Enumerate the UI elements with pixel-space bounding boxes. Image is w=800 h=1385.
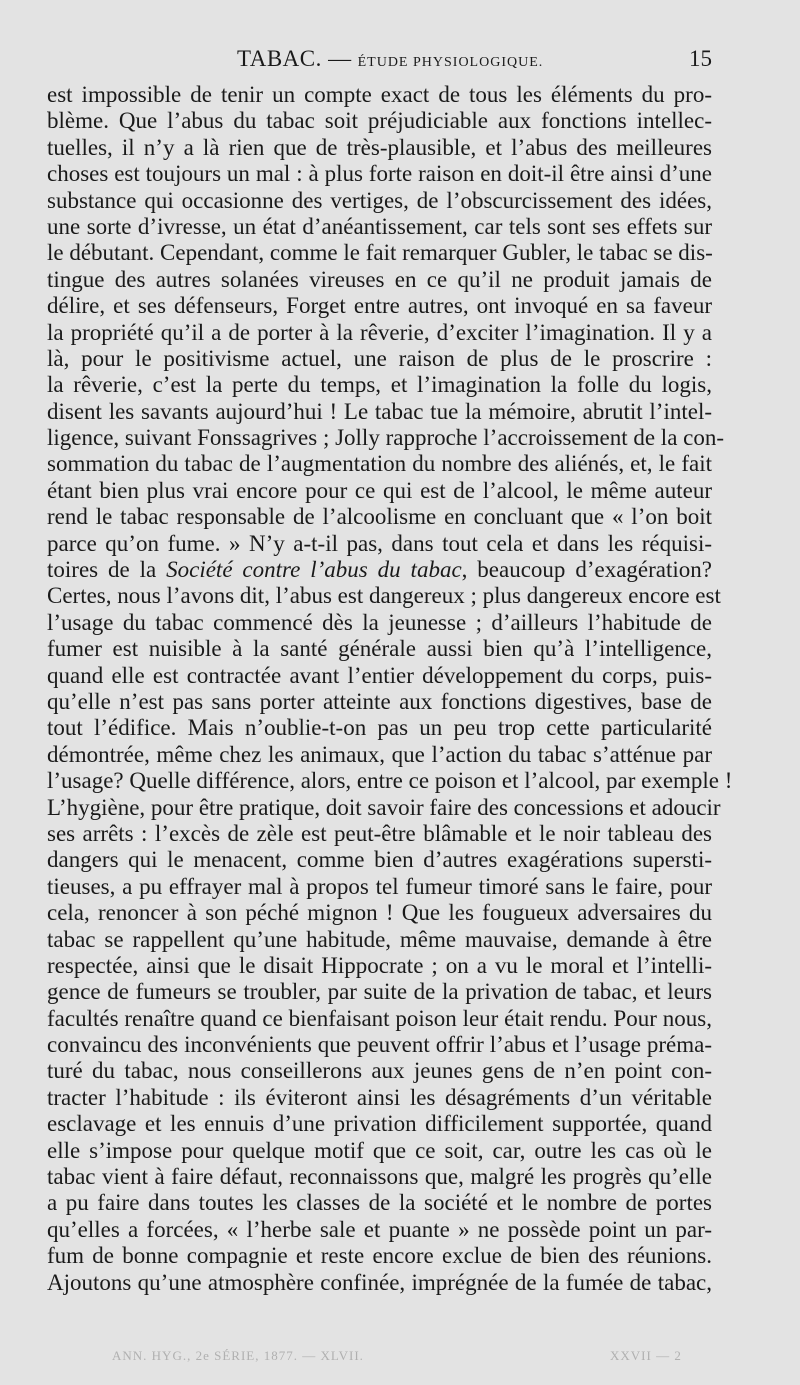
text-line xyxy=(47,161,712,187)
text-segment: ligence, suivant Fonssagrives ; Jolly rapproche l’accroissement de la con- xyxy=(47,425,725,451)
text-segment: tuelles, il n’y a là rien que de très-plausible, et l’abus des meilleures xyxy=(47,134,712,160)
text-segment: délire, et ses défenseurs, Forget entre autres, ont invoqué en sa faveur xyxy=(47,293,712,319)
text-line xyxy=(47,742,712,768)
text-line xyxy=(47,1058,712,1084)
text-segment: gence de fumeurs se troubler, par suite de la privation de tabac, et leurs xyxy=(47,979,712,1005)
text-segment: respectée, ainsi que le disait Hippocrate ; on a vu le moral et l’intelli- xyxy=(47,952,712,978)
text-segment: parce qu’on fume. » N’y a-t-il pas, dans tout cela et dans les réquisi- xyxy=(47,530,712,556)
text-line xyxy=(47,240,712,266)
text-segment: dangers qui le menacent, comme bien d’autres exagérations supersti- xyxy=(47,847,712,873)
text-segment: sommation du tabac de l’augmentation du nombre des aliénés, et, le fait xyxy=(47,451,712,477)
text-line xyxy=(47,927,712,953)
text-line xyxy=(47,1190,712,1216)
text-segment: toires de la xyxy=(47,557,167,583)
text-segment: qu’elle n’est pas sans porter atteinte aux fonctions digestives, base de xyxy=(47,688,712,714)
text-line xyxy=(47,1270,712,1296)
text-segment: tout l’édifice. Mais n’oublie-t-on pas un peu trop cette particularité xyxy=(47,715,712,741)
text-line xyxy=(47,399,712,425)
text-segment: a pu faire dans toutes les classes de la société et le nombre de portes xyxy=(47,1190,712,1216)
text-segment: tieuses, a pu effrayer mal à propos tel fumeur timoré sans le faire, pour xyxy=(47,873,712,899)
text-line xyxy=(47,715,712,741)
text-segment: blème. Que l’abus du tabac soit préjudiciable aux fonctions intellec- xyxy=(47,108,712,134)
page-footer xyxy=(0,1340,800,1370)
text-line xyxy=(47,108,712,134)
text-line xyxy=(47,135,712,161)
text-line xyxy=(47,372,712,398)
text-line xyxy=(47,451,712,477)
text-segment: l’usage? Quelle différence, alors, entre ce poison et l’alcool, par exemple ! xyxy=(47,768,733,794)
text-segment: cela, renoncer à son péché mignon ! Que les fougueux adversaires du xyxy=(47,900,712,926)
text-segment: convaincu des inconvénients que peuvent offrir l’abus et l’usage préma- xyxy=(47,1032,712,1058)
text-line xyxy=(47,188,712,214)
text-line xyxy=(47,794,721,821)
text-line xyxy=(47,1032,712,1058)
italic-title: Société contre l’abus du tabac xyxy=(166,557,462,583)
text-line xyxy=(47,583,721,609)
text-line xyxy=(47,267,712,293)
text-segment: là, pour le positivisme actuel, une raison de plus de le proscrire : xyxy=(47,345,712,371)
text-segment: rend le tabac responsable de l’alcoolisme en concluant que « l’on boit xyxy=(47,504,712,530)
text-segment: tabac vient à faire défaut, reconnaissons que, malgré les progrès qu’elle xyxy=(47,1164,712,1190)
running-title xyxy=(237,46,543,72)
text-segment: ses arrêts : l’excès de zèle est peut-être blâmable et le noir tableau des xyxy=(47,820,712,846)
text-line xyxy=(47,1085,712,1111)
text-line xyxy=(47,1006,712,1032)
text-segment: choses est toujours un mal : à plus forte raison en doit-il être ainsi d’une xyxy=(47,161,712,187)
text-segment: la rêverie, c’est la perte du temps, et l’imagination la folle du logis, xyxy=(47,372,712,398)
text-line xyxy=(47,1243,712,1269)
text-line xyxy=(47,1111,712,1137)
text-line xyxy=(47,953,712,979)
text-line xyxy=(47,1217,712,1243)
text-line xyxy=(47,847,712,873)
text-line xyxy=(47,636,712,662)
text-line xyxy=(47,214,712,240)
text-line xyxy=(47,979,712,1005)
text-segment: turé du tabac, nous conseillerons aux jeunes gens de n’en point con- xyxy=(47,1058,712,1084)
text-segment: étant bien plus vrai encore pour ce qui est de l’alcool, le même auteur xyxy=(47,477,712,503)
text-segment: l’usage du tabac commencé dès la jeunesse ; d’ailleurs l’habitude de xyxy=(47,609,712,635)
text-segment: Certes, nous l’avons dit, l’abus est dangereux ; plus dangereux encore est xyxy=(47,583,721,609)
text-segment: substance qui occasionne des vertiges, de l’obscurcissement des idées, xyxy=(47,187,712,213)
printer-signature-right: XXVII — 2 xyxy=(610,1348,682,1363)
text-segment: quand elle est contractée avant l’entier développement du corps, puis- xyxy=(47,662,712,688)
text-segment: facultés renaître quand ce bienfaisant poison leur était rendu. Pour nous, xyxy=(47,1005,712,1031)
text-segment: fum de bonne compagnie et reste encore exclue de bien des réunions. xyxy=(47,1243,712,1269)
text-line xyxy=(47,293,712,319)
text-segment: elle s’impose pour quelque motif que ce soit, car, outre les cas où le xyxy=(47,1137,712,1163)
text-segment: démontrée, même chez les animaux, que l’action du tabac s’atténue par xyxy=(47,741,712,767)
page-number: 15 xyxy=(689,46,712,71)
text-line xyxy=(47,874,712,900)
text-line xyxy=(47,346,712,372)
text-segment: tabac se rappellent qu’une habitude, même mauvaise, demande à être xyxy=(47,926,712,952)
text-segment: la propriété qu’il a de porter à la rêverie, d’exciter l’imagination. Il y a xyxy=(47,319,712,345)
text-segment: le débutant. Cependant, comme le fait remarquer Gubler, le tabac se dis- xyxy=(47,240,713,266)
printer-signature-left: ANN. HYG., 2e SÉRIE, 1877. — XLVII. xyxy=(112,1348,364,1363)
text-line xyxy=(47,320,712,346)
text-line xyxy=(47,900,712,926)
text-line xyxy=(47,1164,712,1190)
text-line xyxy=(47,821,712,847)
text-segment: est impossible de tenir un compte exact de tous les éléments du pro- xyxy=(47,82,712,107)
text-line xyxy=(47,504,712,530)
text-line xyxy=(47,689,712,715)
section-title: ÉTUDE PHYSIOLOGIQUE. xyxy=(357,55,544,70)
text-segment: Ajoutons qu’une atmosphère confinée, imprégnée de la fumée de tabac, xyxy=(47,1269,712,1295)
text-segment: tingue des autres solanées vireuses en ce qu’il ne produit jamais de xyxy=(47,266,712,292)
running-header xyxy=(47,42,712,72)
text-line xyxy=(47,531,712,557)
text-line xyxy=(47,478,712,504)
text-segment: une sorte d’ivresse, un état d’anéantissement, car tels sont ses effets sur xyxy=(47,213,712,239)
text-segment: tracter l’habitude : ils éviteront ainsi les désagréments d’un véritable xyxy=(47,1084,712,1110)
text-segment: qu’elles a forcées, « l’herbe sale et puante » ne possède point un par- xyxy=(47,1216,712,1242)
body-text xyxy=(47,82,733,1296)
text-segment: L’hygiène, pour être pratique, doit savoir faire des concessions et adoucir xyxy=(47,794,721,820)
running-title-main: TABAC. — xyxy=(237,46,352,71)
text-line xyxy=(47,82,712,108)
text-line xyxy=(47,768,733,794)
text-segment: disent les savants aujourd’hui ! Le tabac tue la mémoire, abrutit l’intel- xyxy=(47,398,712,424)
text-segment: esclavage et les ennuis d’une privation difficilement supportée, quand xyxy=(47,1111,712,1137)
text-segment: , beaucoup d’exagération? xyxy=(461,557,712,583)
text-line xyxy=(47,557,712,583)
text-line xyxy=(47,610,712,636)
text-line xyxy=(47,425,725,451)
text-segment: fumer est nuisible à la santé générale aussi bien qu’à l’intelligence, xyxy=(47,636,712,662)
text-line xyxy=(47,1138,712,1164)
text-line xyxy=(47,663,712,689)
